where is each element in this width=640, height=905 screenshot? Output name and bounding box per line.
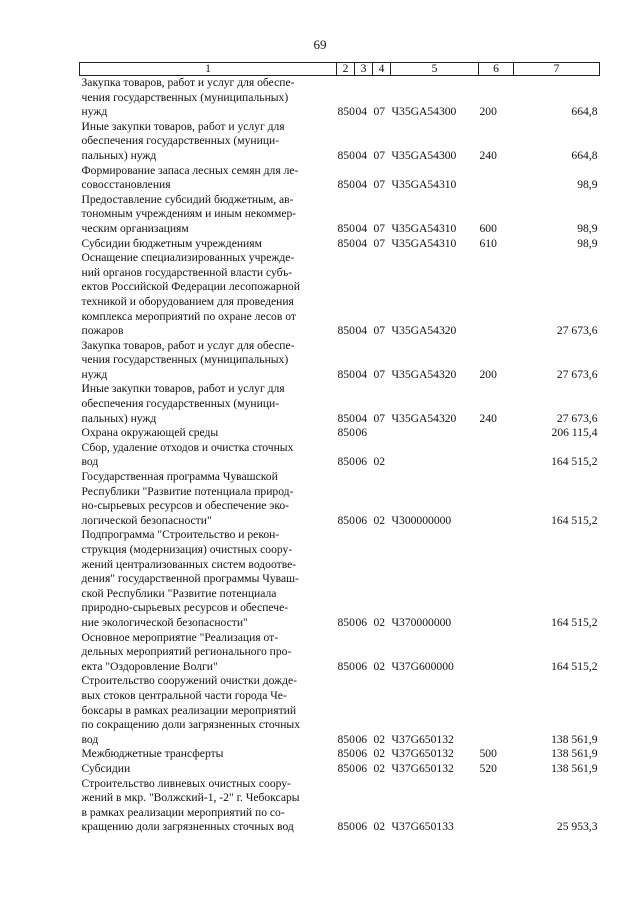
row-target-code: Ч37G650132 <box>391 761 454 775</box>
row-section-code: 04 <box>355 148 368 162</box>
row-amount: 206 115,4 <box>551 426 598 440</box>
row-type-code <box>479 777 514 835</box>
row-name <box>80 762 337 777</box>
row-subsection-code: 02 <box>373 659 386 673</box>
row-type-code <box>479 164 514 193</box>
row-target-code: Ч35GA54320 <box>391 411 457 425</box>
table-row <box>80 120 600 164</box>
row-name <box>80 747 337 762</box>
row-name-line: в рамках реализации мероприятий по со- <box>81 805 285 819</box>
row-name-line: пальных) нужд <box>81 148 157 162</box>
row-target-code: Ч37G600000 <box>391 659 454 673</box>
row-amount: 98,9 <box>577 236 598 250</box>
row-name-line: ний органов государственной власти субъ- <box>81 265 293 279</box>
column-header-subsection: 4 <box>373 63 391 76</box>
row-admin-code: 850 <box>337 105 355 119</box>
row-admin-code: 850 <box>337 659 355 673</box>
row-type-code <box>479 441 514 470</box>
row-name <box>80 164 337 193</box>
row-section-code: 04 <box>355 411 368 425</box>
row-type-code: 200 <box>479 367 497 381</box>
row-subsection-code: 07 <box>373 324 386 338</box>
row-admin-code: 850 <box>337 820 355 834</box>
table-row <box>80 470 600 528</box>
row-type-code: 600 <box>479 221 497 235</box>
row-name <box>80 777 337 835</box>
row-name <box>80 470 337 528</box>
row-name-line: кращению доли загрязненных сточных вод <box>81 820 294 834</box>
row-amount: 27 673,6 <box>556 367 598 381</box>
row-admin-code: 850 <box>337 148 355 162</box>
row-name-line: по сокращению доли загрязненных сточных <box>81 718 301 732</box>
row-subsection-code: 02 <box>373 513 386 527</box>
row-target-code: Ч370000000 <box>391 615 452 629</box>
row-name <box>80 441 337 470</box>
row-name <box>80 120 337 164</box>
row-subsection-code: 02 <box>373 732 386 746</box>
row-name-line: Подпрограмма "Строительство и рекон- <box>81 528 280 542</box>
row-name-line: нужд <box>81 367 108 381</box>
row-name-line: Формирование запаса лесных семян для ле- <box>81 163 299 177</box>
row-name <box>80 237 337 252</box>
row-name-line: логической безопасности" <box>81 513 212 527</box>
row-type-code: 240 <box>479 148 497 162</box>
row-type-code <box>479 426 514 441</box>
row-amount: 664,8 <box>571 105 598 119</box>
row-amount: 27 673,6 <box>556 324 598 338</box>
row-section-code: 06 <box>355 615 368 629</box>
row-target-code: Ч300000000 <box>391 513 452 527</box>
row-section-code: 06 <box>355 820 368 834</box>
row-subsection-code: 07 <box>373 148 386 162</box>
row-section-code: 04 <box>355 236 368 250</box>
row-section-code: 06 <box>355 455 368 469</box>
row-amount: 138 561,9 <box>551 761 598 775</box>
table-row <box>80 631 600 675</box>
row-amount: 164 515,2 <box>551 513 598 527</box>
row-section-code: 04 <box>355 221 368 235</box>
table-row <box>80 674 600 747</box>
row-subsection-code: 02 <box>373 615 386 629</box>
row-name-line: Иные закупки товаров, работ и услуг для <box>81 382 285 396</box>
table-row <box>80 339 600 383</box>
row-type-code <box>479 674 514 747</box>
table-body <box>80 76 600 835</box>
row-name-line: дельных мероприятий регионального про- <box>81 645 292 659</box>
row-name-line: Республики "Развитие потенциала природ- <box>81 484 294 498</box>
row-name <box>80 382 337 426</box>
row-name-line: нужд <box>81 105 108 119</box>
row-subsection-code: 02 <box>373 747 386 761</box>
row-target-code <box>391 426 479 441</box>
row-type-code: 240 <box>479 411 497 425</box>
row-name-line: Иные закупки товаров, работ и услуг для <box>81 119 285 133</box>
page-number: 69 <box>313 37 327 52</box>
row-name-line: природно-сырьевых ресурсов и обеспече- <box>81 601 289 615</box>
row-name-line: дения" государственной программы Чуваш- <box>81 572 299 586</box>
row-subsection-code: 02 <box>373 820 386 834</box>
row-section-code: 06 <box>355 747 368 761</box>
row-admin-code: 850 <box>337 411 355 425</box>
row-name-line: пожаров <box>81 324 124 338</box>
row-name-line: чения государственных (муниципальных) <box>81 353 289 367</box>
table-row <box>80 251 600 339</box>
row-name <box>80 251 337 339</box>
row-name-line: обеспечения государственных (муници- <box>81 134 280 148</box>
row-admin-code: 850 <box>337 732 355 746</box>
row-target-code: Ч35GA54310 <box>391 178 457 192</box>
row-name-line: Оснащение специализированных учрежде- <box>81 251 295 265</box>
row-section-code: 06 <box>355 761 368 775</box>
row-name-line: совосстановления <box>81 178 171 192</box>
row-name-line: Субсидии бюджетным учреждениям <box>81 236 262 250</box>
row-name <box>80 674 337 747</box>
row-amount: 27 673,6 <box>556 411 598 425</box>
column-header-type: 6 <box>479 63 514 76</box>
row-section-code: 04 <box>355 105 368 119</box>
row-amount: 138 561,9 <box>551 747 598 761</box>
row-subsection-code: 07 <box>373 367 386 381</box>
row-type-code <box>479 631 514 675</box>
row-name-line: тономным учреждениям и иным некоммер- <box>81 207 297 221</box>
row-name-line: комплекса мероприятий по охране лесов от <box>81 309 296 323</box>
row-amount: 164 515,2 <box>551 659 598 673</box>
row-name-line: Предоставление субсидий бюджетным, ав- <box>81 192 294 206</box>
table-header-row <box>80 63 600 76</box>
row-name <box>80 193 337 237</box>
row-target-code <box>391 441 479 470</box>
row-amount: 164 515,2 <box>551 455 598 469</box>
row-subsection-code: 07 <box>373 105 386 119</box>
budget-table <box>79 62 600 835</box>
row-target-code: Ч35GA54320 <box>391 367 457 381</box>
row-name-line: чения государственных (муниципальных) <box>81 90 289 104</box>
row-subsection-code: 02 <box>373 761 386 775</box>
row-name-line: екта "Оздоровление Волги" <box>81 659 218 673</box>
row-target-code: Ч35GA54310 <box>391 236 457 250</box>
row-admin-code: 850 <box>337 761 355 775</box>
row-name-line: вод <box>81 455 99 469</box>
row-subsection-code: 07 <box>373 236 386 250</box>
row-name-line: ской Республики "Развитие потенциала <box>81 586 277 600</box>
table-row <box>80 237 600 252</box>
row-target-code: Ч35GA54310 <box>391 221 457 235</box>
row-target-code: Ч35GA54300 <box>391 148 457 162</box>
row-name-line: жений централизованных систем водоотве- <box>81 557 297 571</box>
row-name <box>80 426 337 441</box>
column-header-target: 5 <box>391 63 479 76</box>
row-amount: 25 953,3 <box>556 820 598 834</box>
row-type-code: 610 <box>479 236 497 250</box>
row-target-code: Ч37G650133 <box>391 820 454 834</box>
row-section-code: 06 <box>355 732 368 746</box>
row-admin-code: 850 <box>337 615 355 629</box>
row-amount: 98,9 <box>577 221 598 235</box>
table-row <box>80 528 600 630</box>
row-name-line: ние экологической безопасности" <box>81 615 248 629</box>
row-name-line: обеспечения государственных (муници- <box>81 397 280 411</box>
column-header-name: 1 <box>80 63 337 76</box>
row-name <box>80 339 337 383</box>
row-name-line: техникой и оборудованием для проведения <box>81 294 294 308</box>
row-name-line: жений в мкр. "Волжский-1, -2" г. Чебоксары <box>81 791 300 805</box>
row-name-line: ектов Российской Федерации лесопожарной <box>81 280 300 294</box>
row-type-code: 500 <box>479 747 497 761</box>
row-name-line: Строительство сооружений очистки дожде- <box>81 674 298 688</box>
row-amount: 664,8 <box>571 148 598 162</box>
row-name-line: вод <box>81 732 99 746</box>
table-row <box>80 164 600 193</box>
row-name-line: струкция (модернизация) очистных соору- <box>81 543 293 556</box>
row-amount: 138 561,9 <box>551 732 598 746</box>
row-subsection-code <box>373 426 391 441</box>
row-admin-code: 850 <box>337 426 355 440</box>
row-admin-code: 850 <box>337 236 355 250</box>
row-amount: 98,9 <box>577 178 598 192</box>
row-admin-code: 850 <box>337 221 355 235</box>
row-section-code: 04 <box>355 324 368 338</box>
row-section-code: 06 <box>355 659 368 673</box>
column-header-amount: 7 <box>514 63 600 76</box>
row-target-code: Ч35GA54320 <box>391 324 457 338</box>
row-target-code: Ч37G650132 <box>391 747 454 761</box>
row-amount: 164 515,2 <box>551 615 598 629</box>
row-admin-code: 850 <box>337 455 355 469</box>
row-name-line: Субсидии <box>81 761 131 775</box>
row-name-line: Основное мероприятие "Реализация от- <box>81 630 279 644</box>
row-admin-code: 850 <box>337 324 355 338</box>
row-name <box>80 631 337 675</box>
row-name-line: но-сырьевых ресурсов и обеспечение эко- <box>81 499 290 513</box>
row-type-code <box>479 470 514 528</box>
table-row <box>80 193 600 237</box>
column-header-section: 3 <box>355 63 373 76</box>
row-name-line: Закупка товаров, работ и услуг для обеспе- <box>81 76 295 89</box>
table-row <box>80 76 600 120</box>
row-target-code: Ч35GA54300 <box>391 105 457 119</box>
row-name-line: боксары в рамках реализации мероприятий <box>81 703 297 717</box>
table-row <box>80 747 600 762</box>
row-name-line: Межбюджетные трансферты <box>81 747 224 761</box>
row-section-code: 04 <box>355 367 368 381</box>
row-section-code: 06 <box>355 426 368 440</box>
table-row <box>80 762 600 777</box>
row-name <box>80 528 337 630</box>
row-type-code <box>479 251 514 339</box>
row-type-code <box>479 528 514 630</box>
row-subsection-code: 07 <box>373 178 386 192</box>
row-name-line: Сбор, удаление отходов и очистка сточных <box>81 440 294 454</box>
row-name-line: вых стоков центральной части города Че- <box>81 688 287 702</box>
row-name-line: Государственная программа Чувашской <box>81 470 278 484</box>
row-admin-code: 850 <box>337 178 355 192</box>
table-row <box>80 441 600 470</box>
row-subsection-code: 02 <box>373 455 386 469</box>
row-name-line: пальных) нужд <box>81 411 157 425</box>
row-admin-code: 850 <box>337 747 355 761</box>
row-subsection-code: 07 <box>373 411 386 425</box>
row-name-line: Охрана окружающей среды <box>81 426 219 440</box>
row-type-code: 520 <box>479 761 497 775</box>
table-row <box>80 382 600 426</box>
row-name-line: Строительство ливневых очистных соору- <box>81 776 291 790</box>
row-subsection-code: 07 <box>373 221 386 235</box>
row-admin-code: 850 <box>337 367 355 381</box>
column-header-admin: 2 <box>337 63 355 76</box>
row-section-code: 06 <box>355 513 368 527</box>
row-type-code: 200 <box>479 105 497 119</box>
row-target-code: Ч37G650132 <box>391 732 454 746</box>
row-name-line: ческим организациям <box>81 221 189 235</box>
row-admin-code: 850 <box>337 513 355 527</box>
row-name-line: Закупка товаров, работ и услуг для обеспе- <box>81 338 295 352</box>
row-name <box>80 76 337 120</box>
row-section-code: 04 <box>355 178 368 192</box>
table-row <box>80 777 600 835</box>
table-row <box>80 426 600 441</box>
